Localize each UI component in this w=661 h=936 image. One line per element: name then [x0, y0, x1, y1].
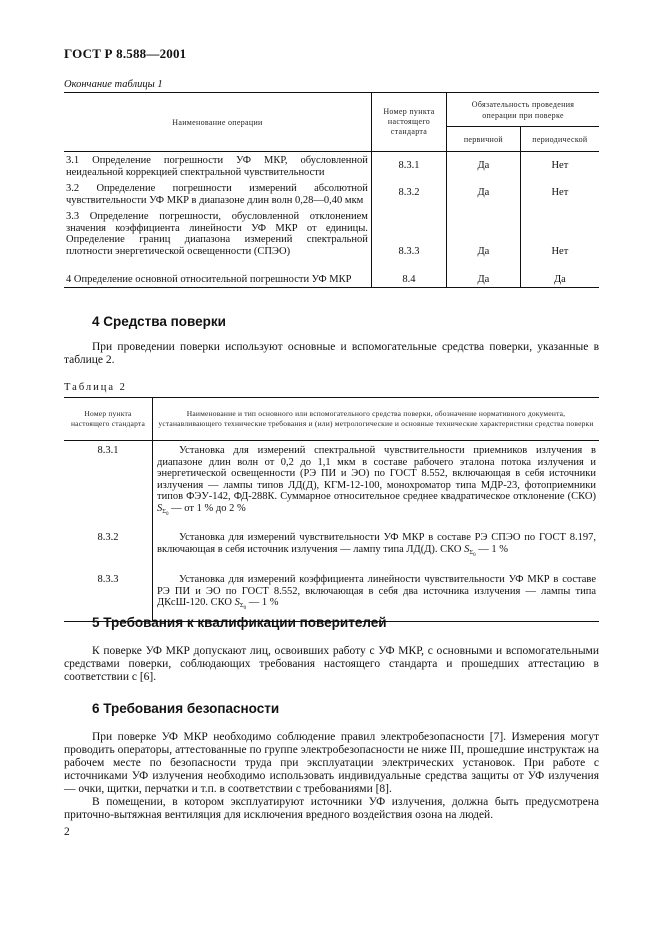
table-row: 3.2 Определение погрешности измерений абсолютной чувствительности УФ МКР в диапазоне длин волн 0,28—0,40 мкм 8.3.2 Да Нет [64, 178, 599, 206]
section6-title: 6 Требования безопасности [92, 701, 280, 716]
section5-title: 5 Требования к квалификации поверителей [92, 615, 387, 630]
table1-header-periodic: периодической [520, 127, 599, 152]
table1-header-clause: Номер пункта настоящего стандарта [371, 93, 446, 152]
section6-text: При поверке УФ МКР необходимо соблюдение правил электробезопасности [7]. Измерения могут проводить операторы, аттестованные по группе электробезопасности не ниже III, прошедшие инструктаж на рабочем месте по безопасности труда при эксплуатации электрических установок. При работе с источниками УФ излучения необходимо использовать индивидуальные средства защиты от УФ излучения — очки, щитки, перчатки и т.п. в соответствии с требованиями [8]. В помещении, в котором эксплуатируют источники УФ излучения, должна быть предусмотрена приточно-вытяжная вентиляция для исключения вредного воздействия озона на людей. [64, 731, 599, 821]
table-row: 8.3.1 Установка для измерений спектральной чувствительности приемников излучения в диапазоне длин волн от 0,2 до 1,1 мкм в составе рабочего эталона потока излучения и энергетической освещенности (РЭ ПИ и ЭО) по ГОСТ 8.552, включающая в себя источники излучения — лампы типов ЛД(Д), КГМ-12-100, монохроматор типа МДР-23, фотоприемники типов ФЭУ-142, ФД-288К. Суммарное относительное среднее квадратическое отклонение (СКО) $S_{\Sigma 0}$ — от 1 % до 2 % [64, 441, 599, 530]
table-row: 8.3.2 Установка для измерений чувствительности УФ МКР в составе РЭ СПЭО по ГОСТ 8.197, включающая в себя источник излучения — лампу типа ЛД(Д). СКО $S_{\Sigma 0}$ — 1 % [64, 529, 599, 571]
table1-header-primary: первичной [447, 127, 521, 152]
section5-text: К поверке УФ МКР допускают лиц, освоивших работу с УФ МКР, с основными и вспомогательными средствами поверки, соблюдающих требования настоящего стандарта и прошедших аттестацию в соответствии с [6]. [64, 645, 599, 683]
table1-header-name: Наименование операции [64, 93, 371, 152]
table2-header-clause: Номер пункта настоящего стандарта [64, 398, 153, 441]
table2-label: Таблица 2 [64, 382, 127, 393]
verification-means-table [64, 397, 599, 622]
document-header: ГОСТ Р 8.588—2001 [64, 46, 187, 61]
section4-title: 4 Средства поверки [92, 314, 226, 329]
table2-header-desc: Наименование и тип основного или вспомогательного средства поверки, обозначение нормативного документа, устанавливающего технические требования и (или) метрологические и основные технические характеристики средства поверки [153, 398, 600, 441]
table-row: 3.3 Определение погрешности, обусловленной отклонением значения коэффициента линейности УФ МКР от единицы. Определение границ диапазона измерений спектральной плотности энергетической освещенности (СПЭО) 8.3.3 Да Нет [64, 206, 599, 257]
section4-text: При проведении поверки используют основные и вспомогательные средства поверки, указанные в таблице 2. [64, 341, 599, 366]
operations-table [64, 92, 599, 288]
page-number: 2 [64, 826, 70, 838]
table1-caption: Окончание таблицы 1 [64, 79, 163, 90]
table1-header-mandatory: Обязательность проведения операции при поверке [447, 93, 599, 127]
table-row: 8.3.3 Установка для измерений коэффициента линейности чувствительности УФ МКР в составе РЭ ПИ и ЭО по ГОСТ 8.552, включающая в себя два источника излучения — лампы типа ДКсШ-120. СКО $S_{\Sigma 0}$ — 1 % [64, 571, 599, 621]
table-row: 4 Определение основной относительной погрешности УФ МКР 8.4 Да Да [64, 257, 599, 288]
table-row: 3.1 Определение погрешности УФ МКР, обусловленной неидеальной коррекцией спектральной чувствительности 8.3.1 Да Нет [64, 152, 599, 179]
